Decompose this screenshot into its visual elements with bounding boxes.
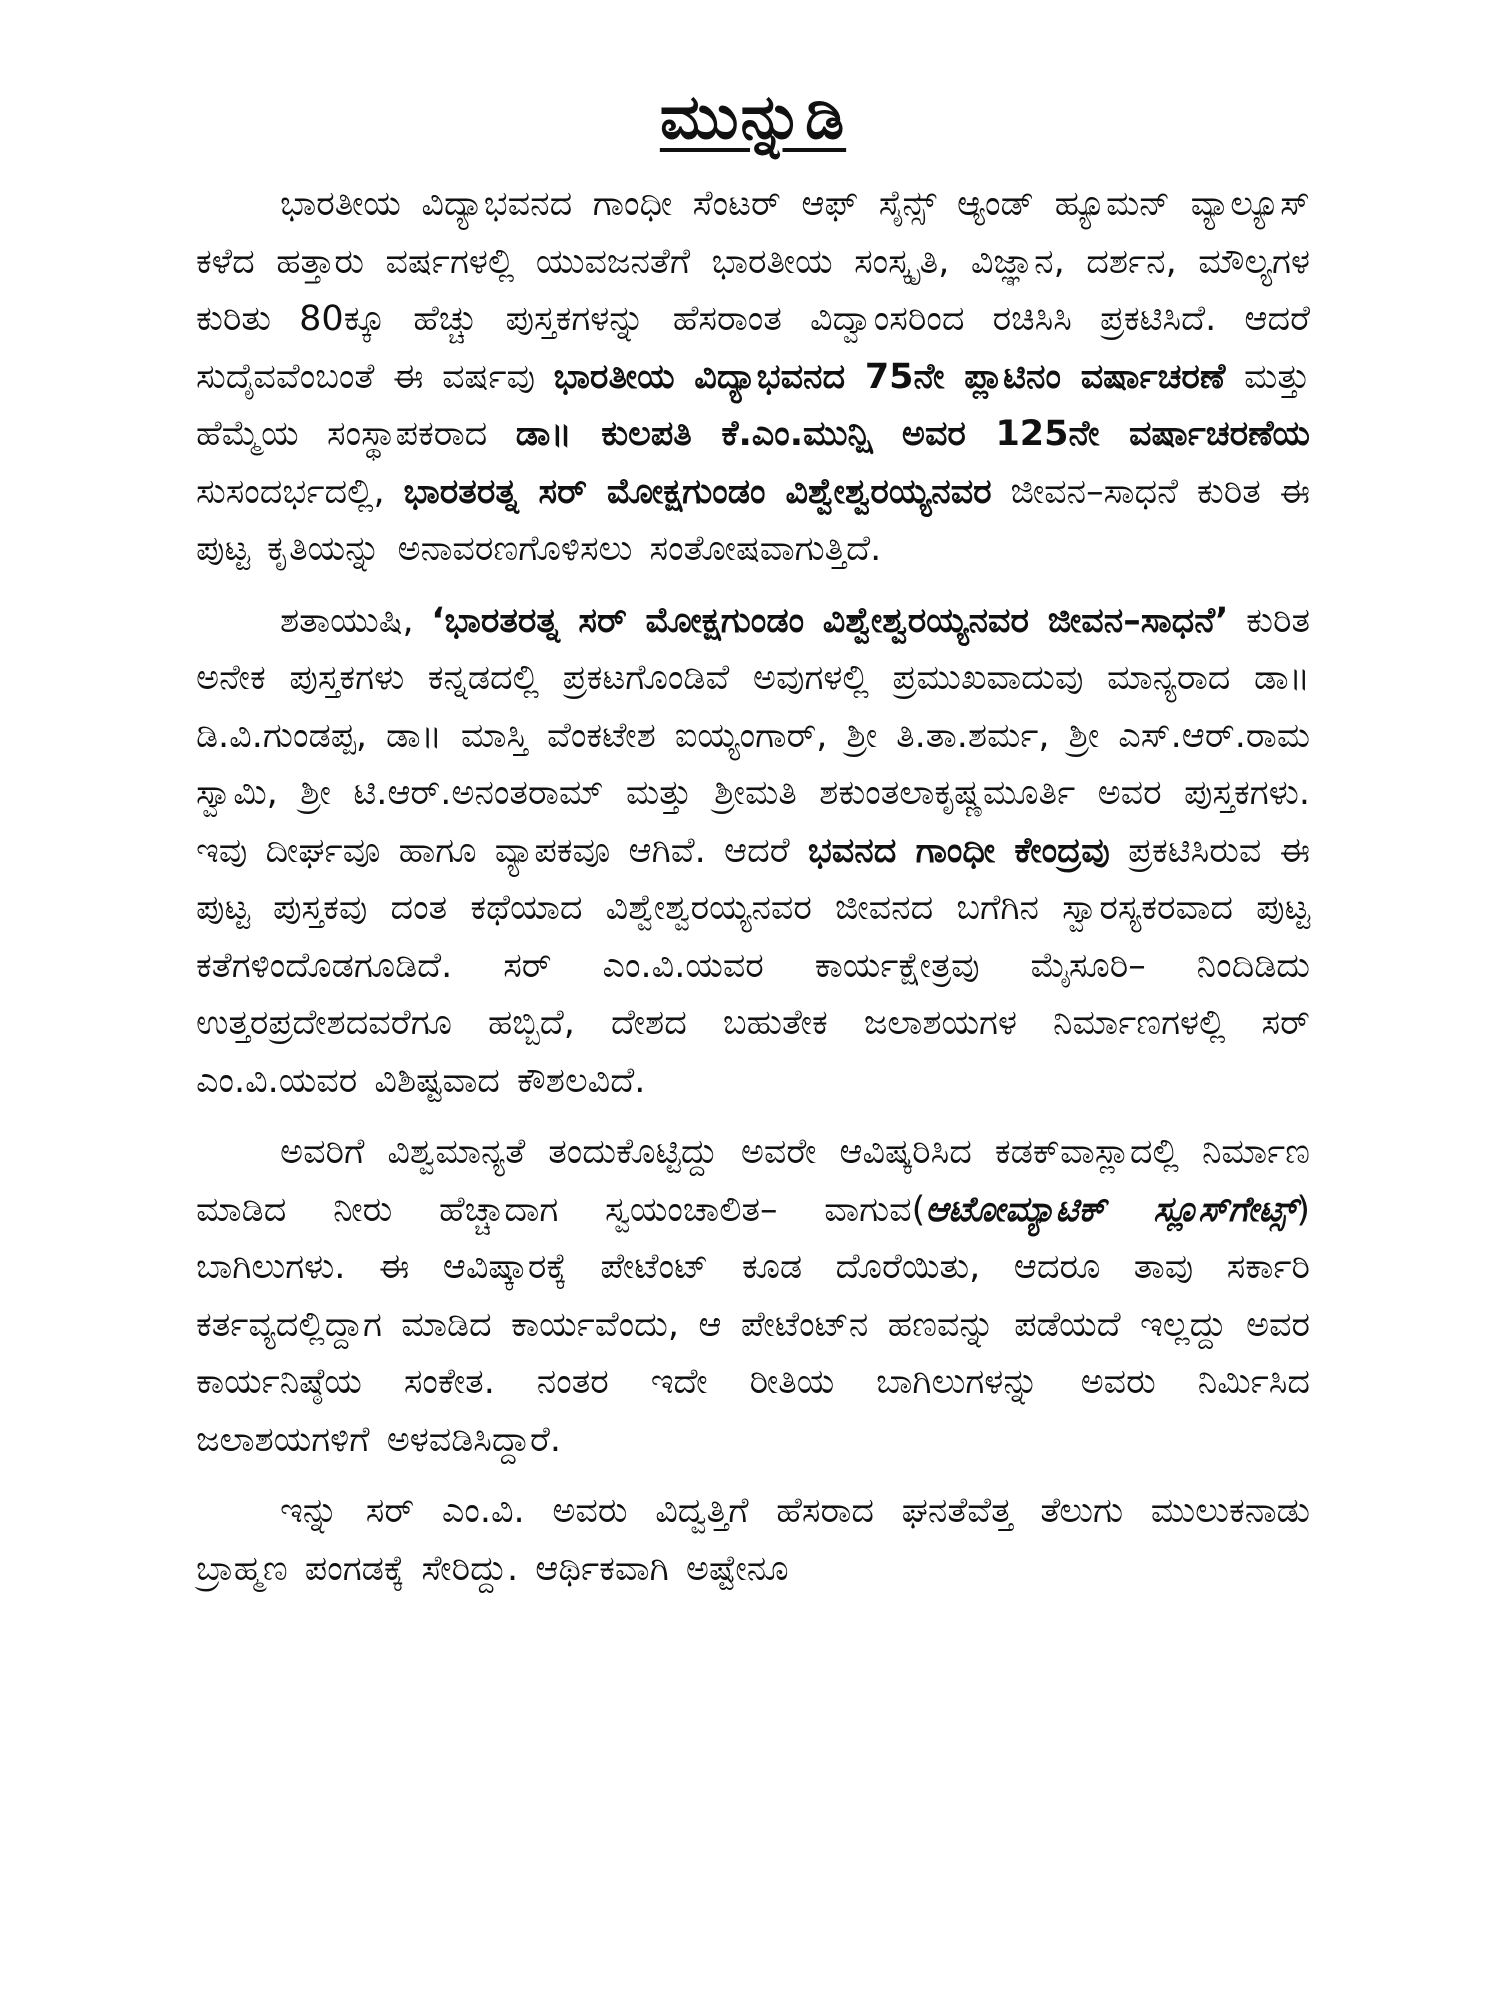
text-segment: ಇನ್ನು ಸರ್ ಎಂ.ವಿ. ಅವರು ವಿದ್ವತ್ತಿಗೆ ಹೆಸರಾದ ಘನತೆವೆತ್ತ ತೆಲುಗು ಮುಲುಕನಾಡು ಬ್ರಾಹ್ಮಣ ಪಂಗಡಕ್ಕೆ ಸೇರಿದ್ದು. ಆರ್ಥಿಕವಾಗಿ ಅಷ್ಟೇನೂ — [196, 1491, 1310, 1589]
text-segment: ಅವರಿಗೆ ವಿಶ್ವಮಾನ್ಯತೆ ತಂದುಕೊಟ್ಟಿದ್ದು ಅವರೇ ಆವಿಷ್ಕರಿಸಿದ ಕಡಕ್‌ವಾಸ್ಲಾದಲ್ಲಿ ನಿರ್ಮಾಣ ಮಾಡಿದ ನೀರು ಹೆಚ್ಚಾದಾಗ ಸ್ವಯಂಚಾಲಿತ– ವಾಗುವ( — [196, 1132, 1310, 1230]
italic-text-segment: ಆಟೋಮ್ಯಾಟಿಕ್ ಸ್ಲೂಸ್‌ಗೇಟ್ಸ್ — [925, 1189, 1297, 1230]
bold-text-segment: ಡಾ॥ ಕುಲಪತಿ ಕೆ.ಎಂ.ಮುನ್ಷಿ ಅವರ 125ನೇ ವರ್ಷಾಚರಣೆಯ — [515, 414, 1310, 454]
paragraph-2 — [196, 593, 1310, 1111]
text-segment: ಸುಸಂದರ್ಭದಲ್ಲಿ, — [196, 471, 404, 512]
bold-text-segment: ಭಾರತೀಯ ವಿದ್ಯಾಭವನದ 75ನೇ ಪ್ಲಾಟಿನಂ ವರ್ಷಾಚರಣೆ — [553, 356, 1226, 397]
text-segment: ಕುರಿತ ಅನೇಕ ಪುಸ್ತಕಗಳು ಕನ್ನಡದಲ್ಲಿ ಪ್ರಕಟಗೊಂಡಿವೆ ಅವುಗಳಲ್ಲಿ ಪ್ರಮುಖವಾದುವು ಮಾನ್ಯರಾದ ಡಾ॥ ಡಿ.ವಿ.ಗುಂಡಪ್ಪ, ಡಾ॥ ಮಾಸ್ತಿ ವೆಂಕಟೇಶ ಐಯ್ಯಂಗಾರ್, ಶ್ರೀ ತಿ.ತಾ.ಶರ್ಮ, ಶ್ರೀ ಎಸ್.ಆರ್.ರಾಮ ಸ್ವಾಮಿ, ಶ್ರೀ ಟಿ.ಆರ್.ಅನಂತರಾಮ್ ಮತ್ತು ಶ್ರೀಮತಿ ಶಕುಂತಲಾಕೃಷ್ಣಮೂರ್ತಿ ಅವರ ಪುಸ್ತಕಗಳು. ಇವು ದೀರ್ಘವೂ ಹಾಗೂ ವ್ಯಾಪಕವೂ ಆಗಿವೆ. ಆದರೆ — [196, 600, 1310, 871]
paragraph-3 — [196, 1124, 1310, 1469]
bold-text-segment: ಭವನದ ಗಾಂಧೀ ಕೇಂದ್ರವು — [807, 830, 1110, 871]
text-segment: ಮತ್ತು ಹೆಮ್ಮೆಯ ಸಂಸ್ಥಾಪಕರಾದ — [196, 356, 1310, 454]
paragraph-4 — [196, 1483, 1310, 1598]
text-segment: ) ಬಾಗಿಲುಗಳು. ಈ ಆವಿಷ್ಕಾರಕ್ಕೆ ಪೇಟೆಂಟ್ ಕೂಡ ದೊರೆಯಿತು, ಆದರೂ ತಾವು ಸರ್ಕಾರಿ ಕರ್ತವ್ಯದಲ್ಲಿದ್ದಾಗ ಮಾಡಿದ ಕಾರ್ಯವೆಂದು, ಆ ಪೇಟೆಂಟ್‌ನ ಹಣವನ್ನು ಪಡೆಯದೆ ಇಲ್ಲದ್ದು ಅವರ ಕಾರ್ಯನಿಷ್ಠೆಯ ಸಂಕೇತ. ನಂತರ ಇದೇ ರೀತಿಯ ಬಾಗಿಲುಗಳನ್ನು ಅವರು ನಿರ್ಮಿಸಿದ ಜಲಾಶಯಗಳಿಗೆ ಅಳವಡಿಸಿದ್ದಾರೆ. — [196, 1189, 1310, 1460]
text-segment: ಪ್ರಕಟಿಸಿರುವ ಈ ಪುಟ್ಟ ಪುಸ್ತಕವು ದಂತ ಕಥೆಯಾದ ವಿಶ್ವೇಶ್ವರಯ್ಯನವರ ಜೀವನದ ಬಗೆಗಿನ ಸ್ವಾರಸ್ಯಕರವಾದ ಪುಟ್ಟ ಕತೆಗಳಿಂದೊಡಗೂಡಿದೆ. ಸರ್ ಎಂ.ವಿ.ಯವರ ಕಾರ್ಯಕ್ಷೇತ್ರವು ಮೈಸೂರಿ– ನಿಂದಿಡಿದು ಉತ್ತರಪ್ರದೇಶದವರೆಗೂ ಹಬ್ಬಿದೆ, ದೇಶದ ಬಹುತೇಕ ಜಲಾಶಯಗಳ ನಿರ್ಮಾಣಗಳಲ್ಲಿ ಸರ್ ಎಂ.ವಿ.ಯವರ ವಿಶಿಷ್ಟವಾದ ಕೌಶಲವಿದೆ. — [196, 830, 1310, 1101]
paragraph-1 — [196, 176, 1310, 579]
text-segment: ಭಾರತೀಯ ವಿದ್ಯಾಭವನದ ಗಾಂಧೀ ಸೆಂಟರ್ ಆಫ್ ಸೈನ್ಸ್ ಆ್ಯಂಡ್ ಹ್ಯೂಮನ್ ವ್ಯಾಲ್ಯೂಸ್ ಕಳೆದ ಹತ್ತಾರು ವರ್ಷಗಳಲ್ಲಿ ಯುವಜನತೆಗೆ ಭಾರತೀಯ ಸಂಸ್ಕೃತಿ, ವಿಜ್ಞಾನ, ದರ್ಶನ, ಮೌಲ್ಯಗಳ ಕುರಿತು 80ಕ್ಕೂ ಹೆಚ್ಚು ಪುಸ್ತಕಗಳನ್ನು ಹೆಸರಾಂತ ವಿದ್ವಾಂಸರಿಂದ ರಚಿಸಿಸಿ ಪ್ರಕಟಿಸಿದೆ. ಆದರೆ ಸುದೈವವೆಂಬಂತೆ ಈ ವರ್ಷವು — [196, 184, 1310, 397]
document-page — [196, 80, 1310, 1612]
text-segment: ಜೀವನ–ಸಾಧನೆ ಕುರಿತ ಈ ಪುಟ್ಟ ಕೃತಿಯನ್ನು ಅನಾವರಣಗೊಳಿಸಲು ಸಂತೋಷವಾಗುತ್ತಿದೆ. — [196, 471, 1311, 569]
bold-text-segment: ‘ಭಾರತರತ್ನ ಸರ್ ಮೋಕ್ಷಗುಂಡಂ ವಿಶ್ವೇಶ್ವರಯ್ಯನವರ ಜೀವನ–ಸಾಧನೆ’ — [431, 600, 1229, 641]
bold-text-segment: ಭಾರತರತ್ನ ಸರ್ ಮೋಕ್ಷಗುಂಡಂ ವಿಶ್ವೇಶ್ವರಯ್ಯನವರ — [403, 471, 992, 512]
text-segment: ಶತಾಯುಷಿ, — [280, 600, 432, 641]
page-title: ಮುನ್ನುಡಿ — [659, 80, 847, 153]
